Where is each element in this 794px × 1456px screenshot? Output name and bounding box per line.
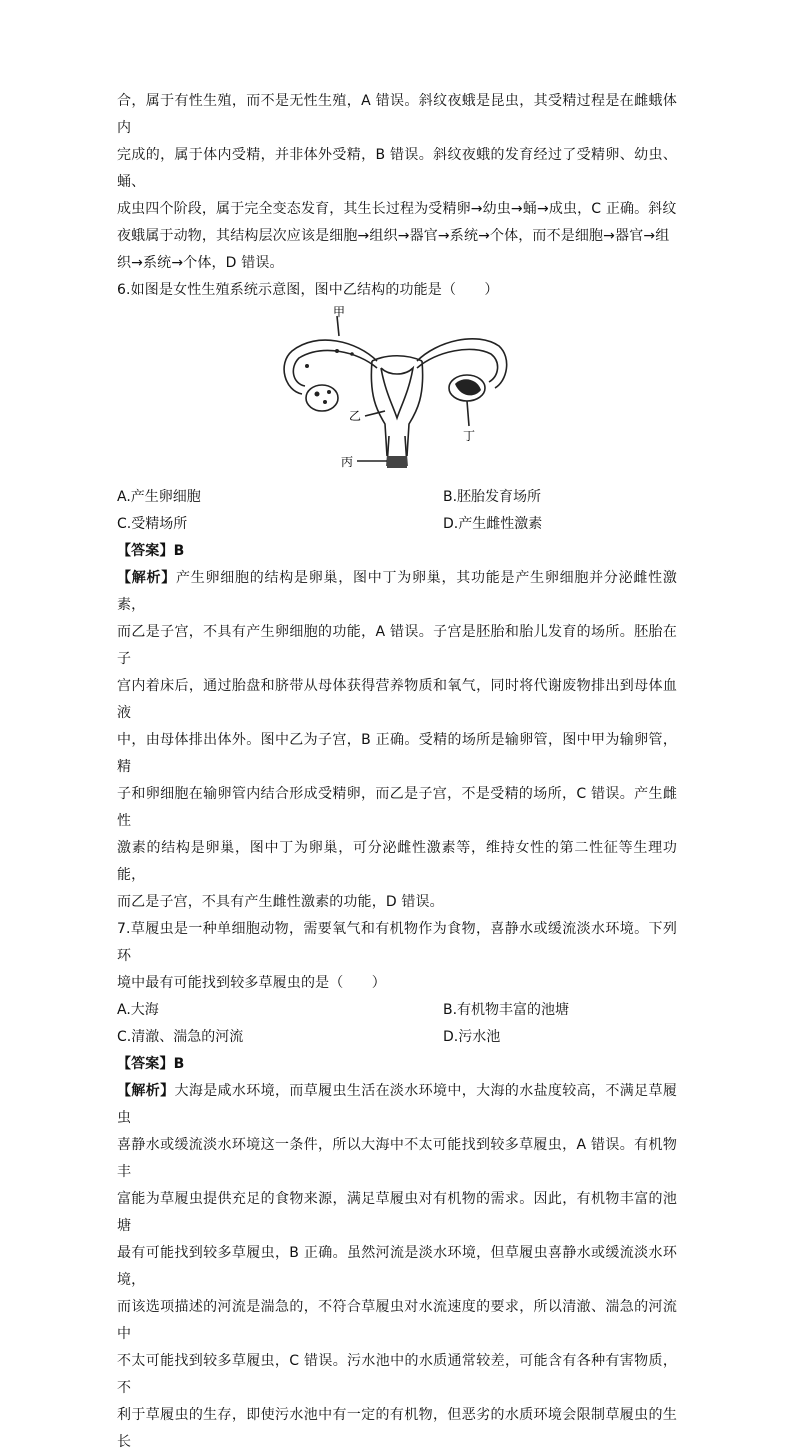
analysis-line bbox=[117, 565, 677, 619]
question-7-options-row-1 bbox=[117, 997, 677, 1024]
female-reproductive-system-figure bbox=[117, 306, 677, 484]
analysis-line: 中，由母体排出体外。图中乙为子宫，B 正确。受精的场所是输卵管，图中甲为输卵管，精 bbox=[117, 732, 677, 775]
question-6-options-row-2 bbox=[117, 511, 677, 538]
question-7-stem bbox=[117, 916, 677, 997]
question-7-analysis bbox=[117, 1078, 677, 1456]
option-c: C.清澈、湍急的河流 bbox=[117, 1029, 244, 1045]
uterus-diagram bbox=[277, 306, 517, 476]
analysis-line: 激素的结构是卵巢，图中丁为卵巢，可分泌雌性激素等，维持女性的第二性征等生理功能， bbox=[117, 840, 677, 883]
analysis-line: 富能为草履虫提供充足的食物来源，满足草履虫对有机物的需求。因此，有机物丰富的池塘 bbox=[117, 1191, 677, 1234]
label-jia: 甲 bbox=[333, 306, 346, 319]
analysis-line bbox=[117, 1078, 677, 1132]
analysis-tag: 【解析】 bbox=[117, 1083, 175, 1099]
analysis-line: 喜静水或缓流淡水环境这一条件，所以大海中不太可能找到较多草履虫，A 错误。有机物丰 bbox=[117, 1137, 677, 1180]
option-b: B.有机物丰富的池塘 bbox=[443, 1002, 570, 1018]
analysis-line: 而该选项描述的河流是湍急的，不符合草履虫对水流速度的要求，所以清澈、湍急的河流中 bbox=[117, 1299, 677, 1342]
analysis-line: 而乙是子宫，不具有产生雌性激素的功能，D 错误。 bbox=[117, 894, 444, 910]
option-b: B.胚胎发育场所 bbox=[443, 489, 542, 505]
question-6-options-row-1 bbox=[117, 484, 677, 511]
stem-line: 7.草履虫是一种单细胞动物，需要氧气和有机物作为食物，喜静水或缓流淡水环境。下列环 bbox=[117, 921, 677, 964]
analysis-line: 宫内着床后，通过胎盘和脐带从母体获得营养物质和氧气，同时将代谢废物排出到母体血液 bbox=[117, 678, 677, 721]
analysis-text: 产生卵细胞的结构是卵巢，图中丁为卵巢，其功能是产生卵细胞并分泌雌性激素， bbox=[117, 570, 677, 613]
analysis-line: 而乙是子宫，不具有产生卵细胞的功能，A 错误。子宫是胚胎和胎儿发育的场所。胚胎在子 bbox=[117, 624, 677, 667]
intro-paragraph bbox=[117, 88, 677, 277]
analysis-line: 最有可能找到较多草履虫，B 正确。虽然河流是淡水环境，但草履虫喜静水或缓流淡水环境， bbox=[117, 1245, 677, 1288]
text-line: 成虫四个阶段，属于完全变态发育，其生长过程为受精卵→幼虫→蛹→成虫，C 正确。斜纹 bbox=[117, 201, 677, 217]
text-line: 完成的，属于体内受精，并非体外受精，B 错误。斜纹夜蛾的发育经过了受精卵、幼虫、蛹、 bbox=[117, 147, 677, 190]
analysis-tag: 【解析】 bbox=[117, 570, 177, 586]
text-line: 夜蛾属于动物，其结构层次应该是细胞→组织→器官→系统→个体，而不是细胞→器官→组 bbox=[117, 228, 670, 244]
analysis-line: 不太可能找到较多草履虫，C 错误。污水池中的水质通常较差，可能含有各种有害物质，不 bbox=[117, 1353, 677, 1396]
option-a: A.大海 bbox=[117, 1002, 159, 1018]
question-6-analysis bbox=[117, 565, 677, 916]
text-line: 合，属于有性生殖，而不是无性生殖，A 错误。斜纹夜蛾是昆虫，其受精过程是在雌蛾体内 bbox=[117, 93, 677, 136]
option-a: A.产生卵细胞 bbox=[117, 489, 201, 505]
option-d: D.污水池 bbox=[443, 1029, 501, 1045]
analysis-text: 大海是咸水环境，而草履虫生活在淡水环境中，大海的水盐度较高，不满足草履虫 bbox=[117, 1083, 678, 1126]
analysis-line: 利于草履虫的生存，即使污水池中有一定的有机物，但恶劣的水质环境会限制草履虫的生长 bbox=[117, 1407, 677, 1450]
question-7-answer: 【答案】B bbox=[117, 1056, 185, 1072]
option-c: C.受精场所 bbox=[117, 516, 188, 532]
stem-line: 境中最有可能找到较多草履虫的是（ ） bbox=[117, 975, 386, 991]
question-7-options-row-2 bbox=[117, 1024, 677, 1051]
analysis-line: 子和卵细胞在输卵管内结合形成受精卵，而乙是子宫，不是受精的场所，C 错误。产生雌性 bbox=[117, 786, 677, 829]
label-yi: 乙 bbox=[349, 409, 362, 423]
question-6-stem: 6.如图是女性生殖系统示意图，图中乙结构的功能是（ ） bbox=[117, 282, 499, 298]
option-d: D.产生雌性激素 bbox=[443, 516, 543, 532]
label-bing: 丙 bbox=[341, 455, 354, 469]
document-page bbox=[117, 88, 677, 1456]
question-6-answer: 【答案】B bbox=[117, 543, 185, 559]
label-ding: 丁 bbox=[463, 429, 476, 443]
text-line: 织→系统→个体，D 错误。 bbox=[117, 255, 284, 271]
